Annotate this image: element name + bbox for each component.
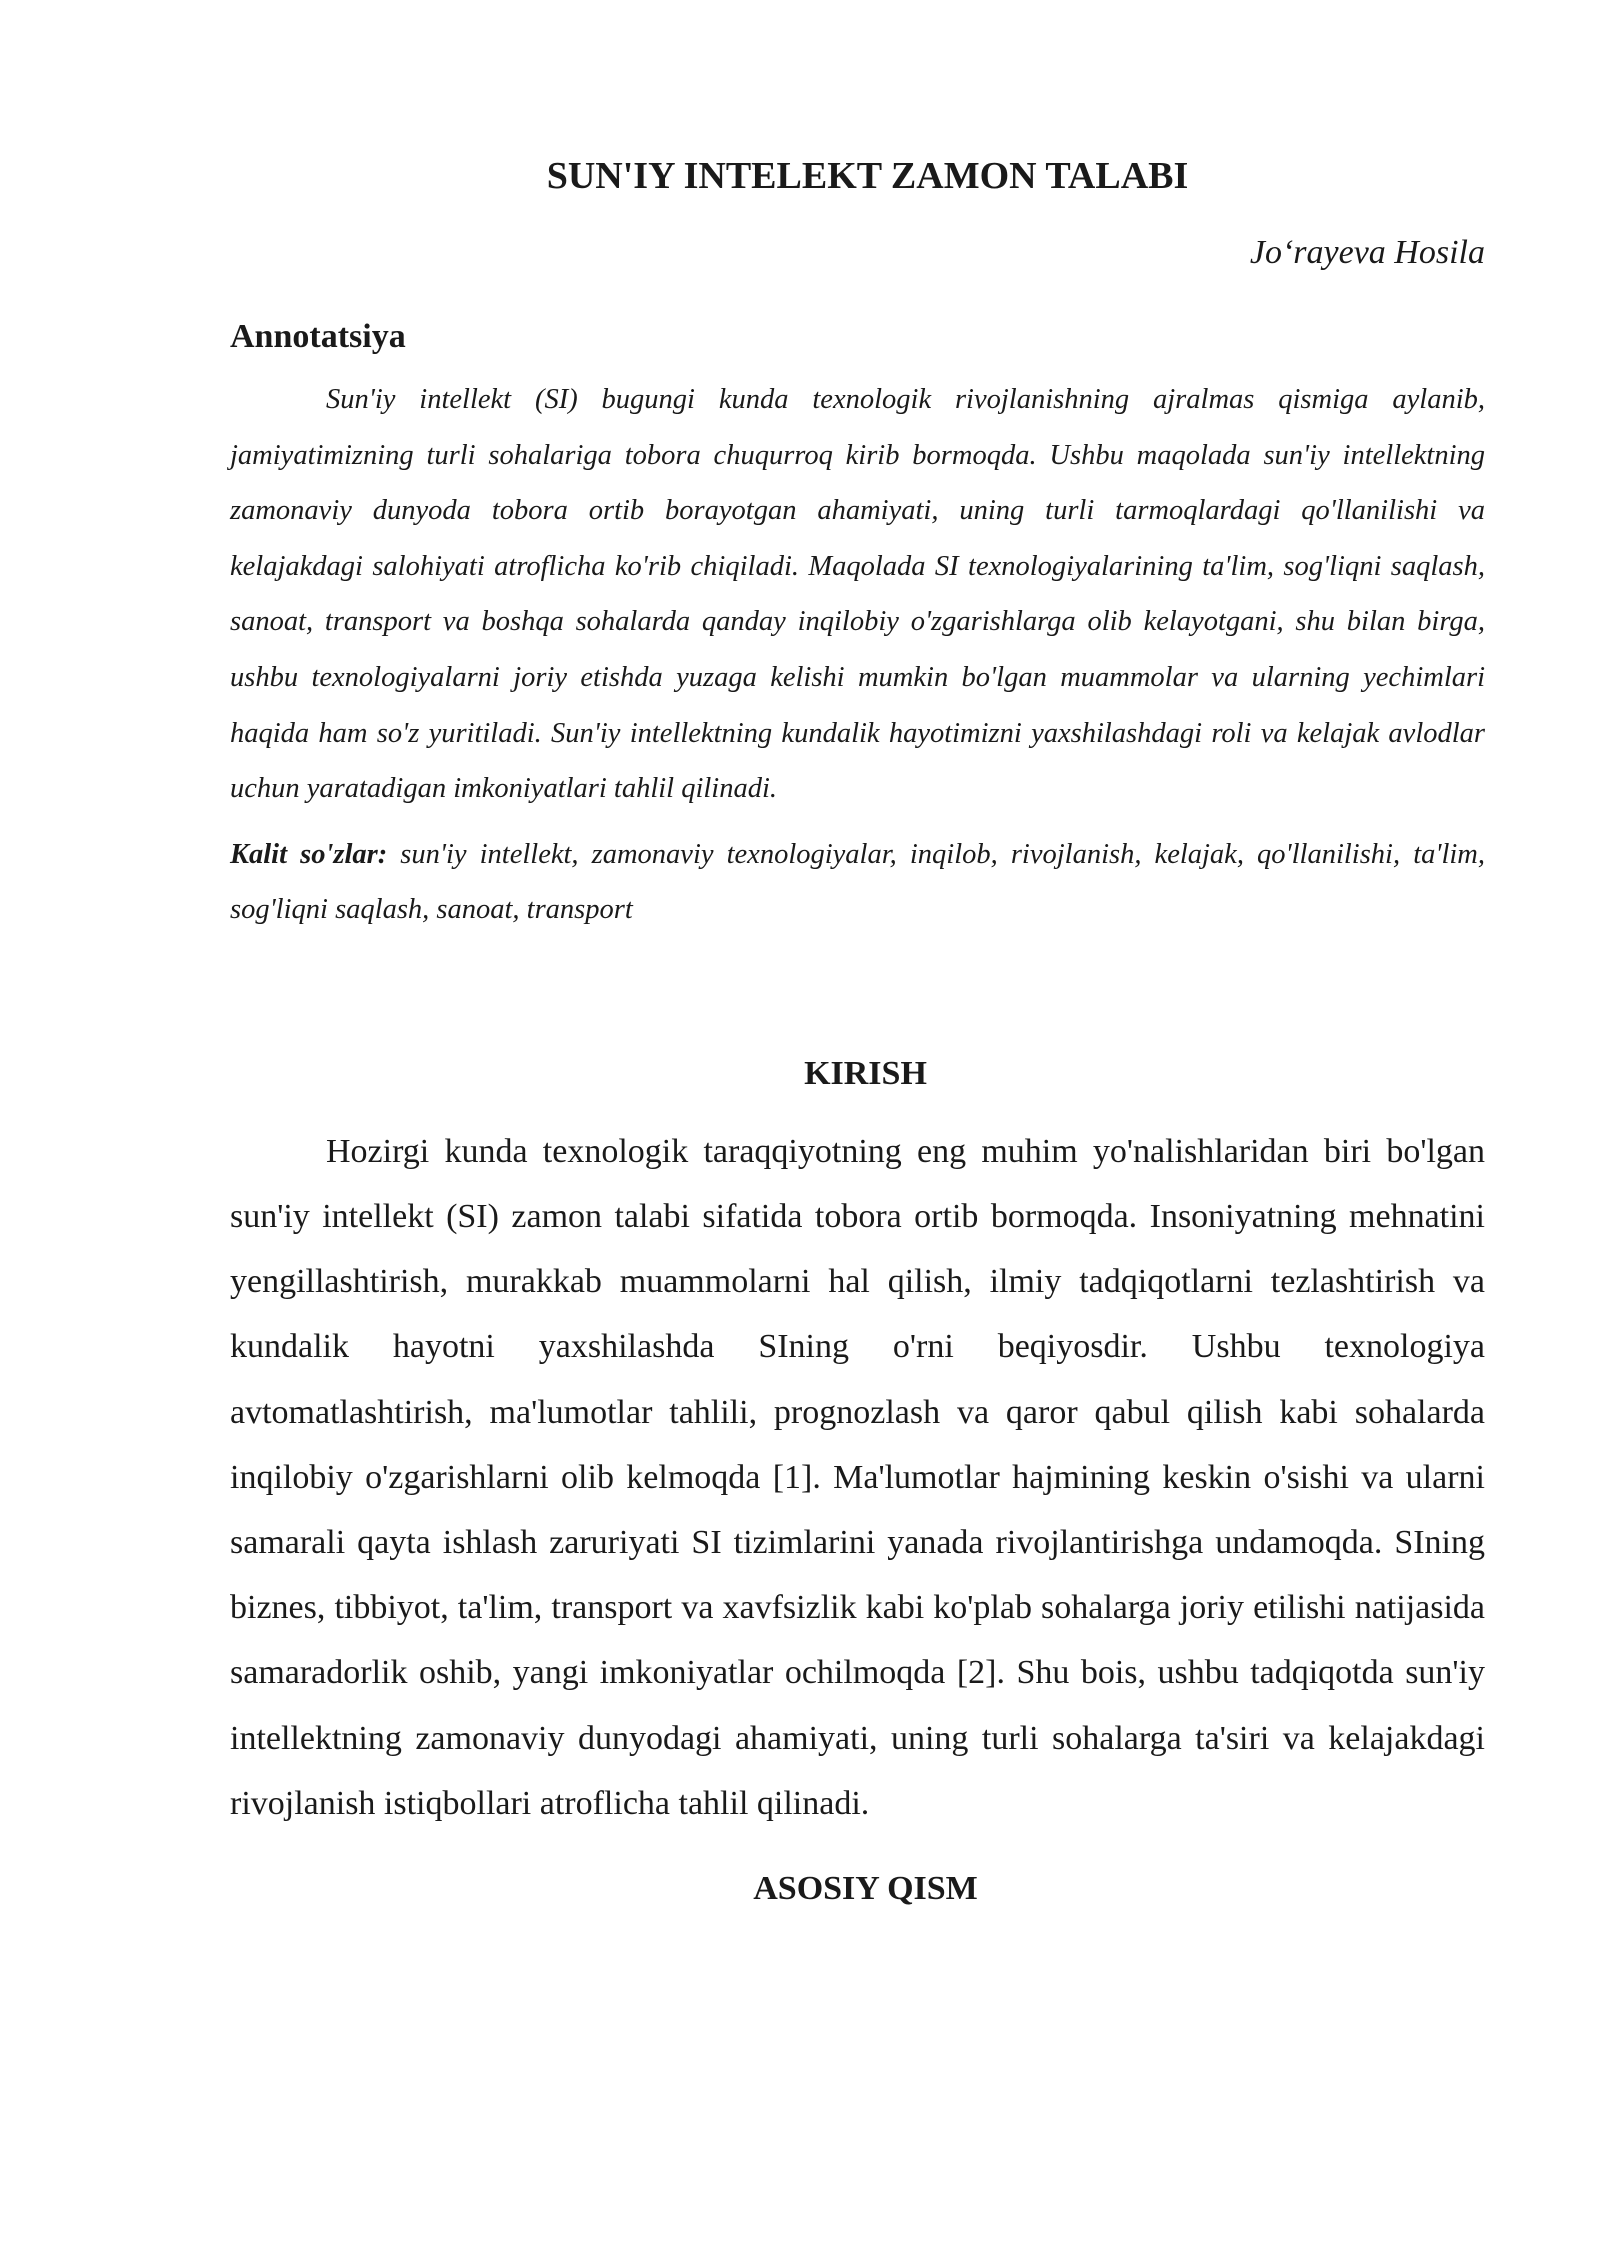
keywords-text: sun'iy intellekt, zamonaviy texnologiyalar, inqilob, rivojlanish, kelajak, qo'llanilishi, ta'lim, sog'liqni saqlash, sanoat, transport — [230, 838, 1485, 925]
introduction-text: Hozirgi kunda texnologik taraqqiyotning eng muhim yo'nalishlaridan biri bo'lgan sun'iy intellekt (SI) zamon talabi sifatida tobora ortib bormoqda. Insoniyatning mehnatini yengillashtirish, murakkab muammolarni hal qilish, ilmiy tadqiqotlarni tezlashtirish va kundalik hayotni yaxshilashda SIning o'rni beqiyosdir. Ushbu texnologiya avtomatlashtirish, ma'lumotlar tahlili, prognozlash va qaror qabul qilish kabi sohalarda inqilobiy o'zgarishlarni olib kelmoqda [1]. Ma'lumotlar hajmining keskin o'sishi va ularni samarali qayta ishlash zaruriyati SI tizimlarini yanada rivojlantirishga undamoqda. SIning biznes, tibbiyot, ta'lim, transport va xavfsizlik kabi ko'plab sohalarga joriy etilishi natijasida samaradorlik oshib, yangi imkoniyatlar ochilmoqda [2]. Shu bois, ushbu tadqiqotda sun'iy intellektning zamonaviy dunyodagi ahamiyati, uning turli sohalarga ta'siri va kelajakdagi rivojlanish istiqbollari atroflicha tahlil qilinadi. — [230, 1132, 1485, 1822]
main-part-heading: ASOSIY QISM — [753, 1869, 978, 1907]
article-title: SUN'IY INTELEKT ZAMON TALABI — [546, 155, 1189, 197]
document-page — [230, 150, 1485, 1912]
author-name: Jo‘rayeva Hosila — [1249, 234, 1485, 271]
introduction-heading: KIRISH — [804, 1054, 927, 1092]
keywords-label: Kalit so'zlar: — [230, 838, 388, 870]
annotation-text: Sun'iy intellekt (SI) bugungi kunda texnologik rivojlanishning ajralmas qismiga aylanib, jamiyatimizning turli sohalariga tobora chuqurroq kirib bormoqda. Ushbu maqolada sun'iy intellektning zamonaviy dunyoda tobora ortib borayotgan ahamiyati, uning turli tarmoqlardagi qo'llanilishi va kelajakdagi salohiyati atroflicha ko'rib chiqiladi. Maqolada SI texnologiyalarining ta'lim, sog'liqni saqlash, sanoat, transport va boshqa sohalarda qanday inqilobiy o'zgarishlarga olib kelayotgani, shu bilan birga, ushbu texnologiyalarni joriy etishda yuzaga kelishi mumkin bo'lgan muammolar va ularning yechimlari haqida ham so'z yuritiladi. Sun'iy intellektning kundalik hayotimizni yaxshilashdagi roli va kelajak avlodlar uchun yaratadigan imkoniyatlari tahlil qilinadi. — [230, 384, 1485, 805]
annotation-label: Annotatsiya — [230, 318, 406, 355]
keywords-block — [230, 827, 1485, 937]
